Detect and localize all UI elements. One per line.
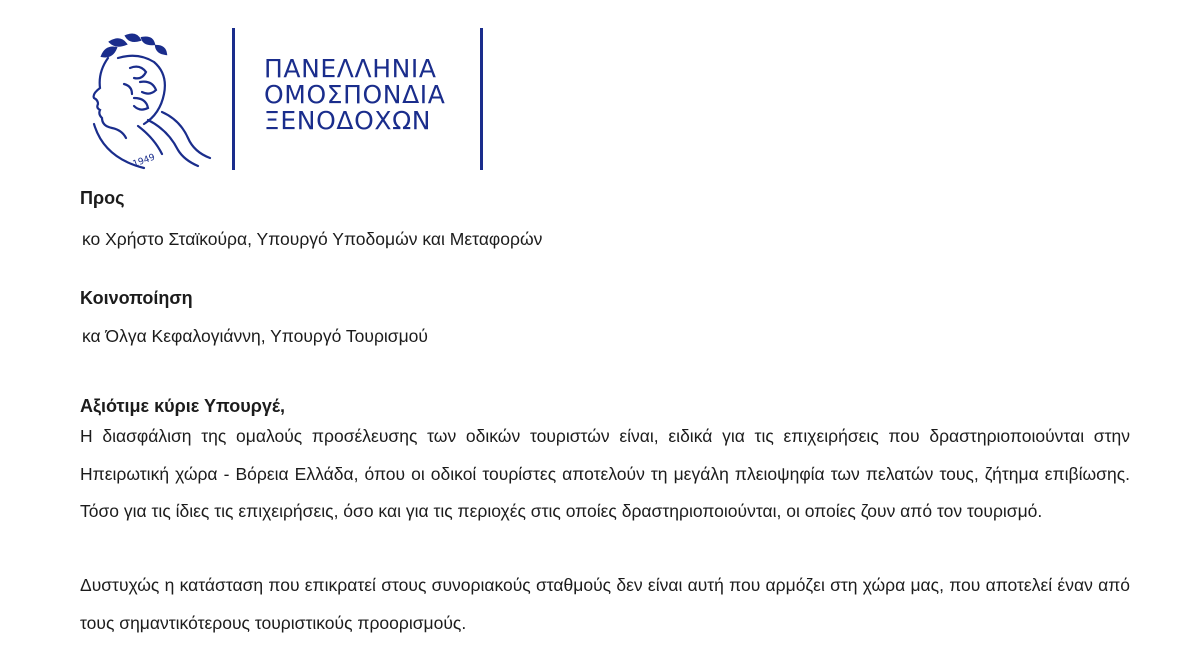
recipient-line: κο Χρήστο Σταϊκούρα, Υπουργό Υποδομών και Μεταφορών — [82, 229, 543, 249]
notification-heading: Κοινοποίηση — [80, 288, 193, 308]
notification-line: κα Όλγα Κεφαλογιάννη, Υπουργό Τουρισμού — [82, 326, 428, 346]
letterhead — [78, 22, 498, 172]
salutation: Αξιότιμε κύριε Υπουργέ, — [80, 396, 285, 416]
laurel-head-emblem-icon — [78, 28, 216, 174]
org-name-line-2: ΟΜΟΣΠΟΝΔΙΑ — [264, 80, 446, 109]
letterhead-divider-left — [232, 28, 235, 170]
org-name-line-1: ΠΑΝΕΛΛΗΝΙΑ — [264, 54, 437, 83]
org-name-line-3: ΞΕΝΟΔΟΧΩΝ — [264, 106, 432, 135]
recipient-heading: Προς — [80, 188, 125, 208]
body-paragraph-1: Η διασφάλιση της ομαλούς προσέλευσης των οδικών τουριστών είναι, ειδικά για τις επιχειρήσεις που δραστηριοποιούνται στην Ηπειρωτική χώρα - Βόρεια Ελλάδα, όπου οι οδικοί τουρίστες αποτελούν τη μεγάλη πλειοψηφία των πελατών τους, ζήτημα επιβίωσης. Τόσο για τις ίδιες τις επιχειρήσεις, όσο και για τις περιοχές στις οποίες δραστηριοποιούνται, οι οποίες ζουν από τον τουρισμό. — [80, 426, 1130, 521]
organization-name — [264, 56, 445, 134]
letterhead-divider-right — [480, 28, 483, 170]
body-paragraph-2: Δυστυχώς η κατάσταση που επικρατεί στους συνοριακούς σταθμούς δεν είναι αυτή που αρμόζει στη χώρα μας, που αποτελεί έναν από τους σημαντικότερους τουριστικούς προορισμούς. — [80, 575, 1130, 633]
federation-logo — [78, 28, 216, 174]
logo-year: 1949 — [131, 152, 157, 170]
